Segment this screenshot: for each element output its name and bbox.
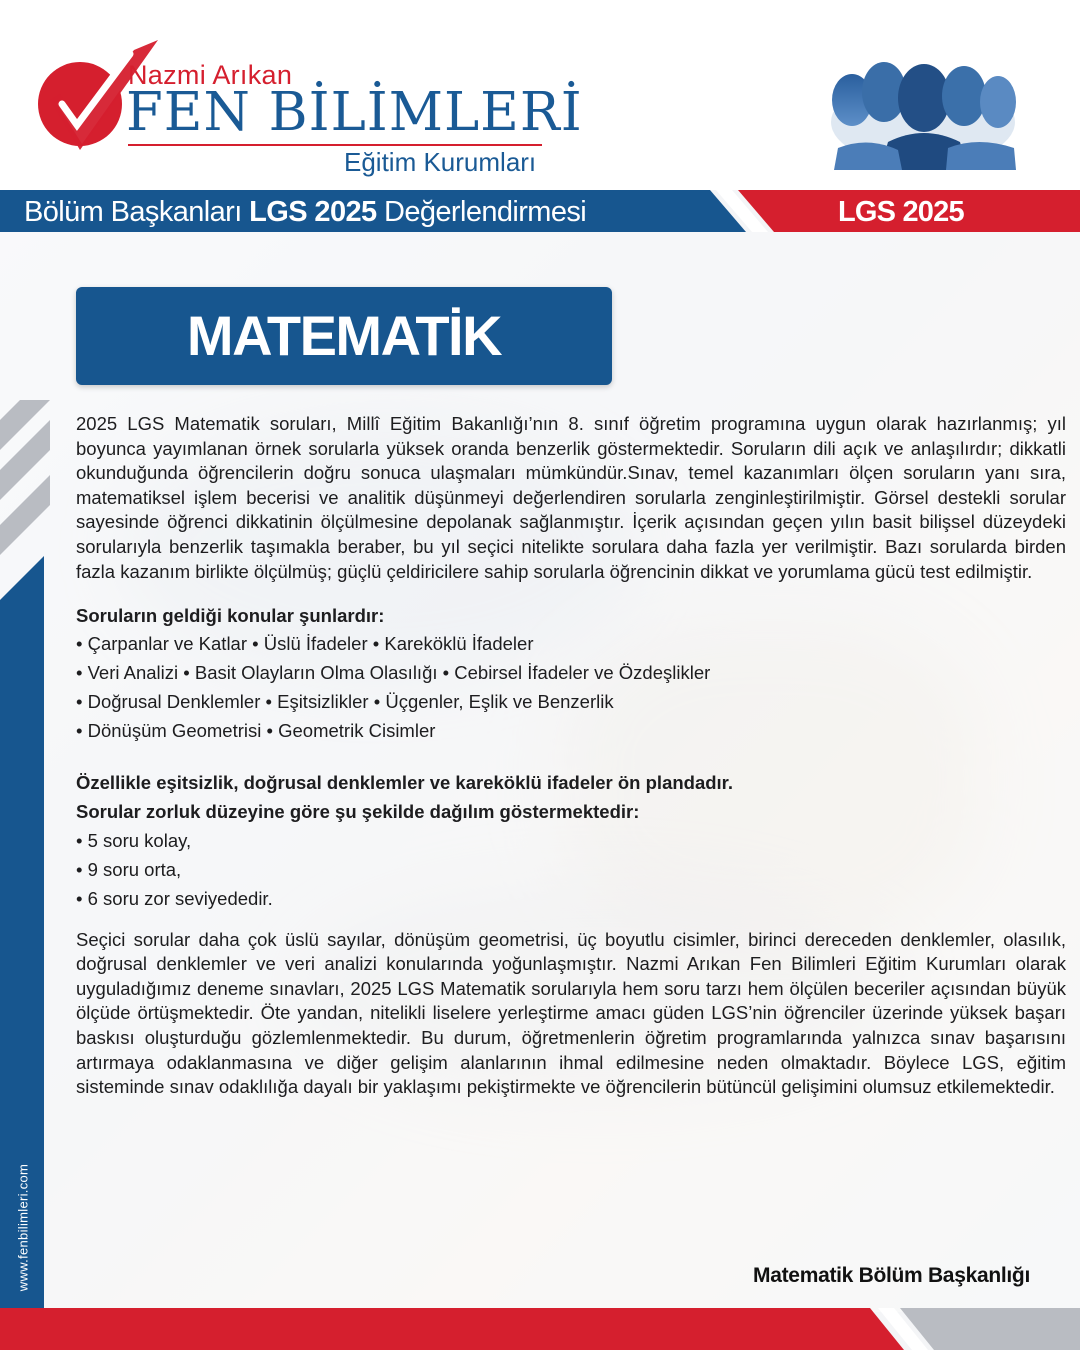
band-badge: LGS 2025 <box>838 196 964 228</box>
signature: Matematik Bölüm Başkanlığı <box>753 1264 1030 1287</box>
list-item: • Çarpanlar ve Katlar • Üslü İfadeler • Kareköklü İfadeler <box>76 632 534 654</box>
brand-subtitle: Eğitim Kurumları <box>344 147 537 177</box>
band-title-bold: LGS 2025 <box>249 196 377 228</box>
brand-divider <box>128 144 542 146</box>
header <box>0 0 1080 190</box>
band-title <box>24 194 586 230</box>
band-title-part1: Bölüm Başkanları <box>24 196 250 228</box>
list-item: • Dönüşüm Geometrisi • Geometrik Cisimler <box>76 720 436 742</box>
website-url[interactable]: www.fenbilimleri.com <box>15 1163 31 1292</box>
brand-name-main: FEN BİLİMLERİ <box>126 82 583 143</box>
list-item: • Doğrusal Denklemler • Eşitsizlikler • Üçgenler, Eşlik ve Benzerlik <box>76 691 614 713</box>
list-item: • 6 soru zor seviyededir. <box>76 888 273 910</box>
difficulty-list <box>76 826 1066 914</box>
scientists-portrait-icon <box>828 52 1018 170</box>
article-body <box>76 412 1066 1100</box>
focus-statement: Özellikle eşitsizlik, doğrusal denklemler ve kareköklü ifadeler ön plandadır. <box>76 771 734 793</box>
band-title-part2: Değerlendirmesi <box>376 196 587 228</box>
brand-name-top: Nazmi Arıkan <box>128 60 293 90</box>
footer-band <box>0 1308 1080 1350</box>
subject-box <box>76 287 612 385</box>
list-item: • 9 soru orta, <box>76 859 182 881</box>
topics-heading: Soruların geldiği konular şunlardır: <box>76 605 385 627</box>
intro-paragraph: 2025 LGS Matematik soruları, Millî Eğitim Bakanlığı’nın 8. sınıf öğretim programına uygun olarak hazırlanmış; yıl boyunca yayımlanan örnek sorularla yüksek oranda benzerlik göstermektedir. Soruların dili açık ve anlaşılırdır; dikkatli okunduğunda öğrencilerin doğru sonuca ulaşmaları mümkündür.Sınav, temel kazanımları ölçen soruların yanı sıra, matematiksel işlem becerisi ve analitik düşünmeyi değerlendiren sorularla zenginleştirilmiştir. Görsel destekli sorular sayesinde öğrenci dikkatinin ölçülmesine depolanak sağlanmıştır. İçerik açısından geçen yılın basit bilişsel düzeydeki sorularıyla benzerlik taşımakla beraber, bu yıl seçici nitelikte sorulara daha fazla yer verilmiştir. Bazı sorularda birden fazla kazanım birlikte ölçülmüş; güçlü çeldiricilere sahip sorularla öğrencinin dikkat ve yorumlama gücü test edilmiştir. <box>76 413 1066 582</box>
conclusion-paragraph: Seçici sorular daha çok üslü sayılar, dönüşüm geometrisi, üç boyutlu cisimler, birinci dereceden denklemler, olasılık, doğrusal denklemler ve veri analizi konularında yoğunlaşmıştır. Nazmi Arıkan Fen Bilimleri Eğitim Kurumları olarak uyguladığımız deneme sınavları, 2025 LGS Matematik sorularıyla hem soru tarzı hem ölçülen beceriler açısından büyük ölçüde örtüşmektedir. Öte yandan, nitelikli liselere yerleştirme amacı güden LGS’nin öğrenciler üzerinde yüksek başarı baskısı oluşturduğu gözlemlenmektedir. Bu durum, öğretmenlerin öğretim programlarında yalnızca sınav başarısını artırmaya odaklanmasına ve diğer gelişim alanlarının ihmal edilmesine neden olmaktadır. Böylece LGS, eğitim sisteminde sınav odaklılığa dayalı bir yaklaşımı pekiştirmekte ve öğrencilerin bütüncül gelişimini olumsuz etkilemektedir. <box>76 928 1066 1098</box>
topics-list <box>76 629 1066 746</box>
list-item: • Veri Analizi • Basit Olayların Olma Olasılığı • Cebirsel İfadeler ve Özdeşlikler <box>76 661 711 683</box>
difficulty-heading: Sorular zorluk düzeyine göre şu şekilde dağılım göstermektedir: <box>76 800 640 822</box>
list-item: • 5 soru kolay, <box>76 829 192 851</box>
subject-title: MATEMATİK <box>186 304 502 367</box>
